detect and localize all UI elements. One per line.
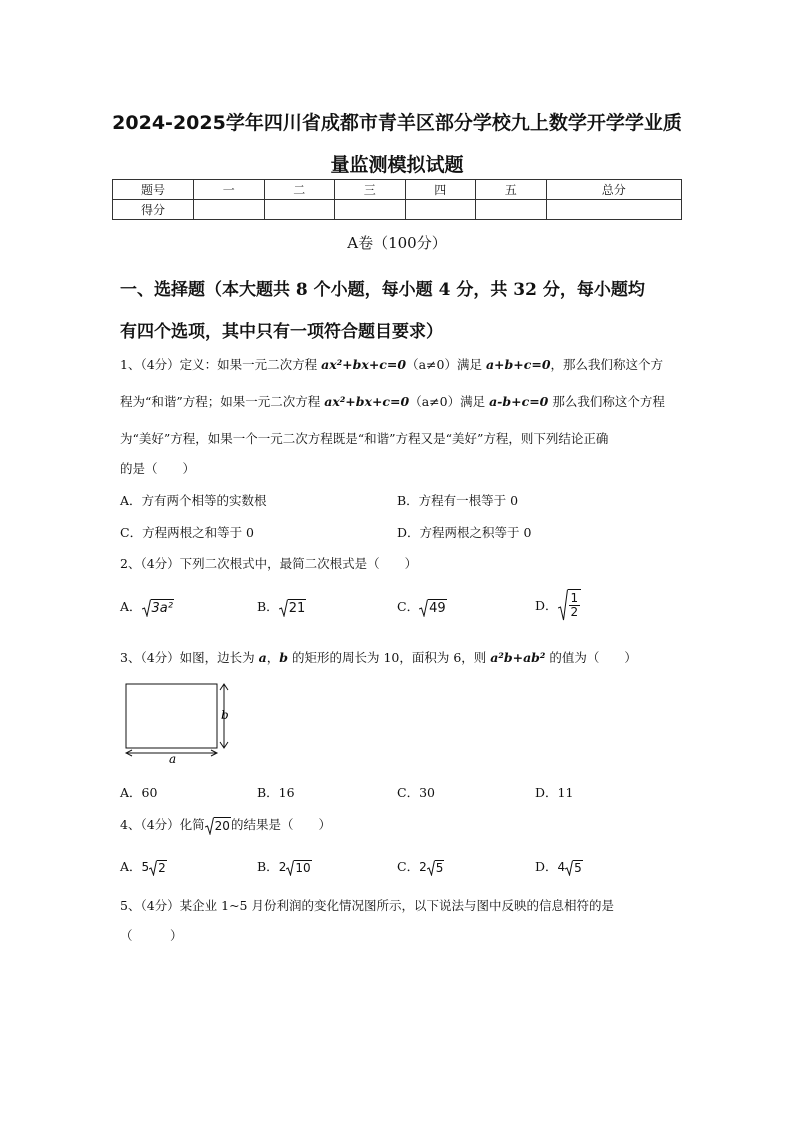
q2-stem: 2、（4分）下列二次根式中，最简二次根式是（ ）	[120, 556, 418, 571]
score-cell	[476, 200, 547, 220]
q1-option-c[interactable]: C．方程两根之和等于 0	[120, 525, 254, 540]
q3-var-a: a	[258, 650, 267, 665]
q1-condition-2: （a≠0）满足	[409, 394, 490, 409]
score-header-cell: 三	[335, 180, 406, 200]
q1-option-a[interactable]: A．方有两个相等的实数根	[120, 493, 267, 508]
q4-prefix: 4、（4分）化简	[120, 817, 205, 832]
sqrt-symbol	[286, 860, 311, 876]
q3-option-c[interactable]: C．30	[397, 785, 435, 800]
q1-line2	[120, 392, 665, 410]
q3-mid: 的矩形的周长为 10，面积为 6，则	[288, 650, 491, 665]
q4-option-d[interactable]	[535, 857, 583, 876]
q3-var-b: b	[279, 650, 289, 665]
q4-option-c[interactable]	[397, 857, 444, 876]
score-cell	[194, 200, 265, 220]
score-header-cell: 总分	[546, 180, 682, 200]
fraction-numerator: 1	[570, 591, 579, 605]
sqrt-symbol	[142, 599, 174, 617]
fraction-denominator: 2	[570, 605, 579, 619]
q1-tail: ，那么我们称这个方	[550, 357, 664, 372]
q1-prefix: 1、（4分）定义：如果一元二次方程	[120, 357, 322, 372]
q2-option-d[interactable]	[535, 589, 581, 621]
rectangle-shape	[126, 684, 217, 748]
score-table	[112, 179, 682, 220]
score-header-cell: 四	[405, 180, 476, 200]
q1-line3: 为“美好”方程，如果一个一元二次方程既是“和谐”方程又是“美好”方程，则下列结论正确	[120, 431, 609, 446]
q4-option-d-radicand: 5	[574, 860, 582, 875]
score-header-cell: 五	[476, 180, 547, 200]
q3-comma: ，	[266, 650, 280, 665]
q4-option-d-label: D．	[535, 859, 558, 874]
q4-option-c-coefficient: 2	[419, 860, 427, 874]
q5-line2: （ ）	[120, 928, 183, 943]
sqrt-symbol	[149, 860, 167, 876]
q1-line2b: 那么我们称这个方程	[548, 394, 665, 409]
sqrt-symbol	[205, 817, 231, 835]
q4-option-c-label: C．	[397, 859, 420, 874]
figure-label-b: b	[221, 708, 229, 722]
q1-option-b[interactable]: B．方程有一根等于 0	[397, 493, 519, 508]
score-cell	[335, 200, 406, 220]
q4-option-b-coefficient: 2	[278, 860, 287, 874]
score-cell	[405, 200, 476, 220]
q2-option-b-radicand: 21	[288, 600, 306, 616]
q1-equation-2: ax²+bx+c=0	[324, 394, 410, 409]
q3-tail: 的值为（ ）	[545, 650, 637, 665]
q4-option-a-radicand: 2	[158, 860, 166, 875]
q5-line1: 5、（4分）某企业 1~5 月份利润的变化情况图所示，以下说法与图中反映的信息相符的是	[120, 898, 614, 913]
q4-option-a[interactable]	[120, 857, 167, 876]
section-a-heading: A卷（100分）	[347, 234, 447, 252]
score-table-header-row	[113, 180, 682, 200]
q2-option-a-label: A．	[120, 599, 142, 614]
q3-expression: a²b+ab²	[490, 650, 546, 665]
q1-line2a: 程为“和谐”方程；如果一元二次方程	[120, 394, 325, 409]
score-header-cell: 二	[264, 180, 335, 200]
sqrt-symbol	[279, 599, 307, 617]
q2-option-a[interactable]	[120, 597, 174, 617]
q3-option-b[interactable]: B．16	[257, 785, 295, 800]
q3-stem	[120, 648, 637, 666]
q2-option-c-radicand: 49	[429, 600, 446, 616]
q2-option-b-label: B．	[257, 599, 279, 614]
q3-option-d[interactable]: D．11	[535, 785, 574, 800]
q2-option-b[interactable]	[257, 597, 306, 617]
q2-option-a-radicand: 3a²	[151, 600, 173, 616]
q2-option-c[interactable]	[397, 597, 447, 617]
q1-option-d[interactable]: D．方程两根之积等于 0	[397, 525, 532, 540]
q1-condition: （a≠0）满足	[406, 357, 486, 372]
q4-option-b-radicand: 10	[295, 860, 311, 875]
q4-tail: 的结果是（ ）	[230, 817, 331, 832]
q4-stem	[120, 815, 331, 835]
score-cell	[546, 200, 682, 220]
sqrt-symbol	[565, 860, 583, 876]
title-line-1: 2024-2025学年四川省成都市青羊区部分学校九上数学开学学业质	[112, 112, 682, 134]
q1-equation: ax²+bx+c=0	[321, 357, 407, 372]
q3-prefix: 3、（4分）如图，边长为	[120, 650, 259, 665]
score-header-cell: 一	[194, 180, 265, 200]
section1-heading-line1: 一、选择题（本大题共 8 个小题，每小题 4 分，共 32 分，每小题均	[120, 280, 645, 300]
fraction	[569, 592, 581, 619]
sqrt-symbol	[558, 589, 582, 621]
rectangle-figure	[120, 676, 240, 766]
q3-option-a[interactable]: A．60	[120, 785, 158, 800]
section1-heading-line2: 有四个选项，其中只有一项符合题目要求）	[120, 322, 443, 342]
sqrt-symbol	[427, 860, 445, 876]
score-row-label: 得分	[113, 200, 194, 220]
score-table-score-row	[113, 200, 682, 220]
q4-radicand: 20	[214, 818, 230, 833]
sqrt-symbol	[419, 599, 447, 617]
score-cell	[264, 200, 335, 220]
q4-option-a-label: A．	[120, 859, 142, 874]
q1-line1	[120, 355, 663, 373]
title-line-2: 量监测模拟试题	[330, 154, 464, 176]
q4-option-b-label: B．	[257, 859, 279, 874]
q4-option-a-coefficient: 5	[141, 860, 150, 874]
q2-option-d-label: D．	[535, 598, 558, 613]
figure-label-a: a	[169, 752, 177, 766]
q4-option-c-radicand: 5	[435, 860, 444, 875]
q4-option-d-coefficient: 4	[557, 860, 566, 874]
q2-option-c-label: C．	[397, 599, 420, 614]
score-header-cell: 题号	[113, 180, 194, 200]
q1-line4: 的是（ ）	[120, 461, 196, 476]
q4-option-b[interactable]	[257, 857, 312, 876]
q1-diff-condition: a-b+c=0	[489, 394, 549, 409]
q1-sum-condition: a+b+c=0	[485, 357, 551, 372]
